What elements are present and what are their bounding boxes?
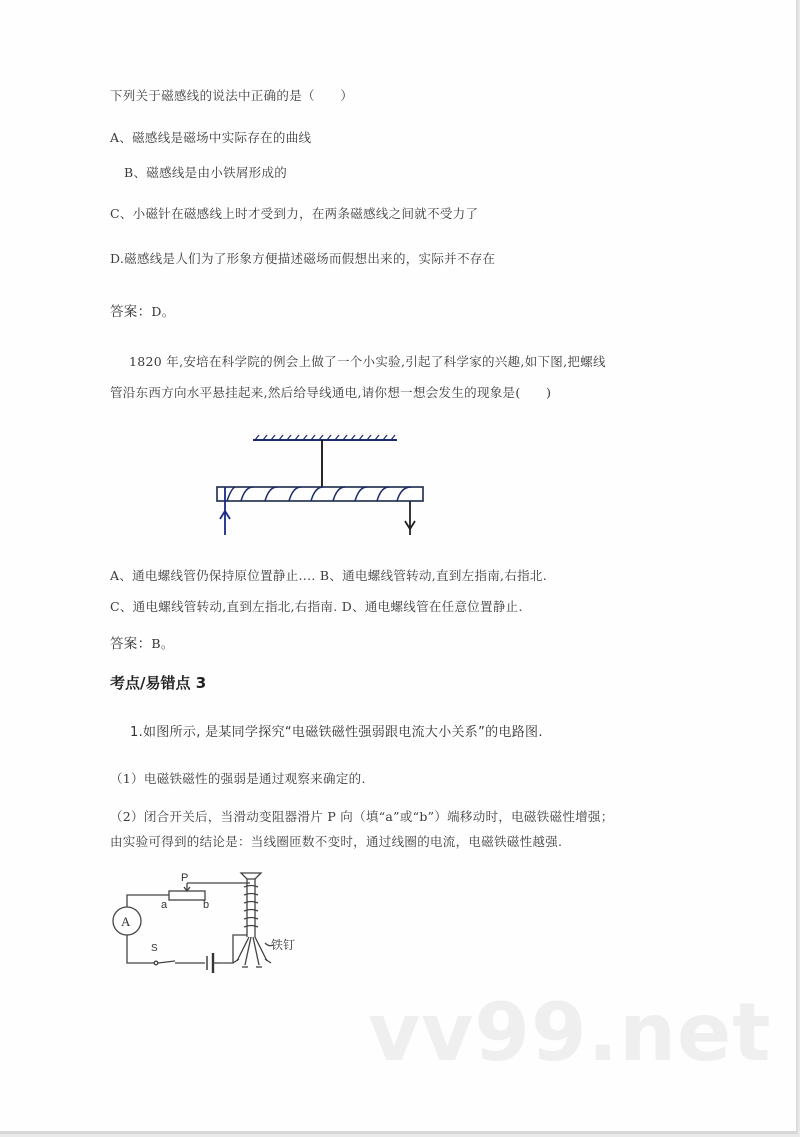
q1-option-d: D.磁感线是人们为了形象方便描述磁场而假想出来的，实际并不存在 bbox=[110, 251, 496, 266]
q2-options-line2: C、通电螺线管转动,直到左指北,右指南. D、通电螺线管在任意位置静止. bbox=[110, 599, 523, 614]
label-nail: 铁钉 bbox=[271, 938, 296, 952]
q3-part2-line2: 由实验可得到的结论是：当线圈匝数不变时，通过线圈的电流，电磁铁磁性越强. bbox=[110, 834, 563, 849]
q1-option-b: B、磁感线是由小铁屑形成的 bbox=[124, 165, 288, 180]
q1-answer bbox=[110, 300, 175, 320]
q2-stem-line1: 1820 年,安培在科学院的例会上做了一个小实验,引起了科学家的兴趣,如下图,把螺线 bbox=[129, 354, 606, 369]
q3-stem: 1.如图所示, 是某同学探究“电磁铁磁性强弱跟电流大小关系”的电路图. bbox=[130, 725, 543, 740]
q2-options-line1: A、通电螺线管仍保持原位置静止.... B、通电螺线管转动,直到左指南,右指北. bbox=[110, 568, 548, 583]
section-heading: 考点/易错点 3 bbox=[110, 674, 207, 692]
answer-value: B。 bbox=[151, 636, 174, 651]
q3-part1: （1）电磁铁磁性的强弱是通过观察来确定的. bbox=[110, 771, 366, 786]
answer-label: 答案： bbox=[110, 636, 152, 652]
label-end-a: a bbox=[161, 899, 168, 911]
label-ammeter: A bbox=[121, 914, 131, 929]
watermark: vv99.net bbox=[368, 986, 772, 1079]
electromagnet-circuit-diagram bbox=[105, 865, 315, 975]
q1-stem: 下列关于磁感线的说法中正确的是（ ） bbox=[110, 88, 354, 103]
solenoid-diagram-svg bbox=[205, 425, 435, 545]
circuit-svg bbox=[105, 865, 315, 975]
answer-label: 答案： bbox=[110, 304, 152, 320]
q1-option-c: C、小磁针在磁感线上时才受到力，在两条磁感线之间就不受力了 bbox=[110, 206, 479, 221]
q2-stem-line2: 管沿东西方向水平悬挂起来,然后给导线通电,请你想一想会发生的现象是( ) bbox=[110, 385, 552, 400]
label-end-b: b bbox=[203, 899, 210, 911]
label-slider-p: P bbox=[181, 872, 189, 884]
solenoid-diagram bbox=[205, 425, 435, 545]
answer-value: D。 bbox=[151, 304, 175, 319]
label-switch: S bbox=[151, 943, 158, 954]
q3-part2-line1: （2）闭合开关后，当滑动变阻器滑片 P 向（填“a”或“b”）端移动时，电磁铁磁性增强； bbox=[110, 809, 614, 824]
q1-option-a: A、磁感线是磁场中实际存在的曲线 bbox=[110, 130, 312, 145]
q2-answer bbox=[110, 632, 174, 652]
